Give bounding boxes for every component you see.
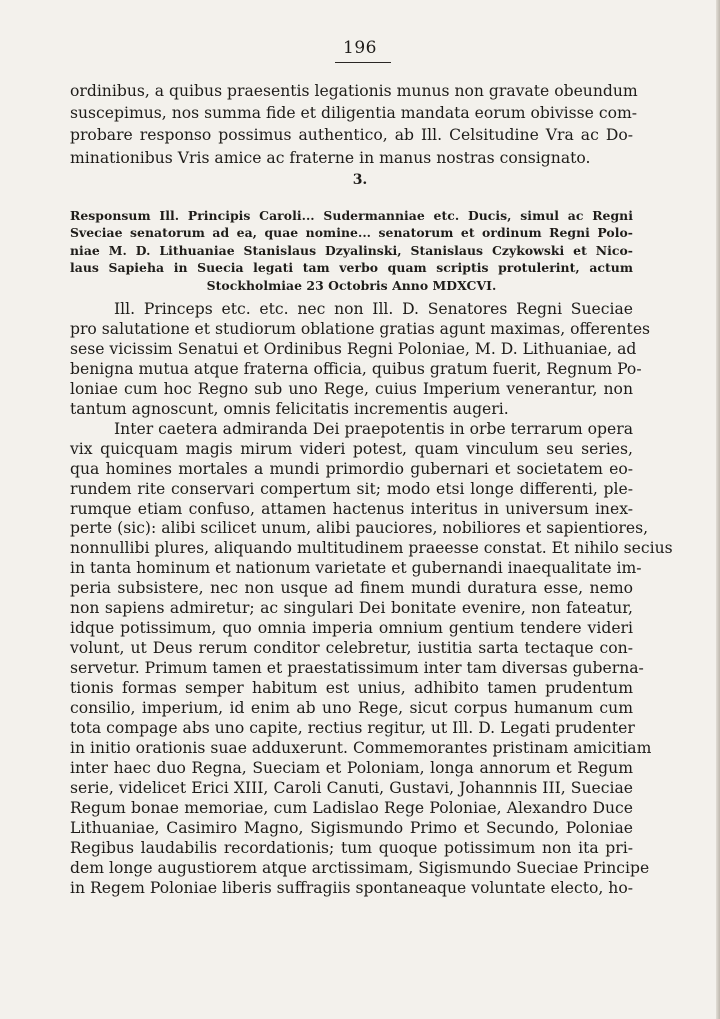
text-line: in initio orationis suae adduxerunt. Commemorantes pristinam amicitiam <box>70 738 652 757</box>
text-line: Regum bonae memoriae, cum Ladislao Rege Poloniae, Alexandro Duce <box>70 798 633 817</box>
text-line: loniae cum hoc Regno sub uno Rege, cuius Imperium venerantur, non <box>70 379 633 398</box>
text-line: rundem rite conservari compertum sit; modo etsi longe differenti, ple- <box>70 479 633 498</box>
page-number: 196 <box>343 38 377 58</box>
heading-line: Responsum Ill. Principis Caroli... Sudermanniae etc. Ducis, simul ac Regni <box>70 208 633 223</box>
text-line: peria subsistere, nec non usque ad finem mundi duratura esse, nemo <box>70 579 633 598</box>
text-line: minationibus Vris amice ac fraterne in manus nostras consignato. <box>70 148 591 167</box>
text-line: tantum agnoscunt, omnis felicitatis incrementis augeri. <box>70 399 509 418</box>
text-line: serie, videlicet Erici XIII, Caroli Canuti, Gustavi, Johannnis III, Sueciae <box>70 778 633 797</box>
section-heading <box>70 207 633 294</box>
text-line: Inter caetera admiranda Dei praepotentis in orbe terrarum opera <box>114 419 633 438</box>
text-line: ordinibus, a quibus praesentis legationis munus non gravate obeundum <box>70 82 638 100</box>
page-scan-edge <box>716 0 720 1019</box>
intro-paragraph <box>70 80 638 169</box>
text-line: vix quicquam magis mirum videri potest, quam vinculum seu series, <box>70 439 633 458</box>
text-line: perte (sic): alibi scilicet unum, alibi pauciores, nobiliores et sapientiores, <box>70 519 649 538</box>
heading-line: laus Sapieha in Suecia legati tam verbo quam scriptis protulerint, actum <box>70 260 633 276</box>
text-line: non sapiens admiretur; ac singulari Dei bonitate evenire, non fateatur, <box>70 599 633 618</box>
text-line: suscepimus, nos summa fide et diligentia mandata eorum obivisse com- <box>70 104 638 123</box>
text-line: in Regem Poloniae liberis suffragiis spontaneaque voluntate electo, ho- <box>70 878 633 897</box>
text-line: qua homines mortales a mundi primordio gubernari et societatem eo- <box>70 459 633 478</box>
text-line: nonnullibi plures, aliquando multitudinem praeesse constat. Et nihilo secius <box>70 539 673 558</box>
text-line: dem longe augustiorem atque arctissimam, Sigismundo Sueciae Principe <box>70 858 650 877</box>
text-line: Lithuaniae, Casimiro Magno, Sigismundo Primo et Secundo, Poloniae <box>70 818 633 837</box>
text-line: idque potissimum, quo omnia imperia omnium gentium tendere videri <box>70 619 633 638</box>
text-line: probare responso possimus authentico, ab Ill. Celsitudine Vra ac Do- <box>70 126 633 145</box>
page-number-rule <box>335 62 391 63</box>
section-number: 3. <box>352 172 368 188</box>
text-line: benigna mutua atque fraterna officia, quibus gratum fuerit, Regnum Po- <box>70 359 642 378</box>
text-line: pro salutatione et studiorum oblatione gratias agunt maximas, offerentes <box>70 319 651 338</box>
body-text <box>70 300 673 899</box>
text-line: sese vicissim Senatui et Ordinibus Regni Poloniae, M. D. Lithuaniae, ad <box>70 339 637 358</box>
text-line: inter haec duo Regna, Sueciam et Poloniam, longa annorum et Regum <box>70 758 633 777</box>
heading-line: Stockholmiae 23 Octobris Anno MDXCVI. <box>206 277 497 293</box>
heading-line: niae M. D. Lithuaniae Stanislaus Dzyalinski, Stanislaus Czykowski et Nico- <box>70 242 633 258</box>
text-line: rumque etiam confuso, attamen hactenus interitus in universum inex- <box>70 499 633 518</box>
text-line: servetur. Primum tamen et praestatissimum inter tam diversas guberna- <box>70 659 644 678</box>
text-line: volunt, ut Deus rerum conditor celebretur, iustitia sarta tectaque con- <box>70 639 633 658</box>
text-line: in tanta hominum et nationum varietate et gubernandi inaequalitate im- <box>70 559 642 578</box>
text-line: tionis formas semper habitum est unius, adhibito tamen prudentum <box>70 679 633 698</box>
text-line: Ill. Princeps etc. etc. nec non Ill. D. Senatores Regni Sueciae <box>114 300 633 318</box>
text-line: Regibus laudabilis recordationis; tum quoque potissimum non ita pri- <box>70 838 633 857</box>
heading-line: Sveciae senatorum ad ea, quae nomine... senatorum et ordinum Regni Polo- <box>70 225 633 241</box>
text-line: consilio, imperium, id enim ab uno Rege, sicut corpus humanum cum <box>70 699 633 718</box>
text-line: tota compage abs uno capite, rectius regitur, ut Ill. D. Legati prudenter <box>70 719 635 738</box>
